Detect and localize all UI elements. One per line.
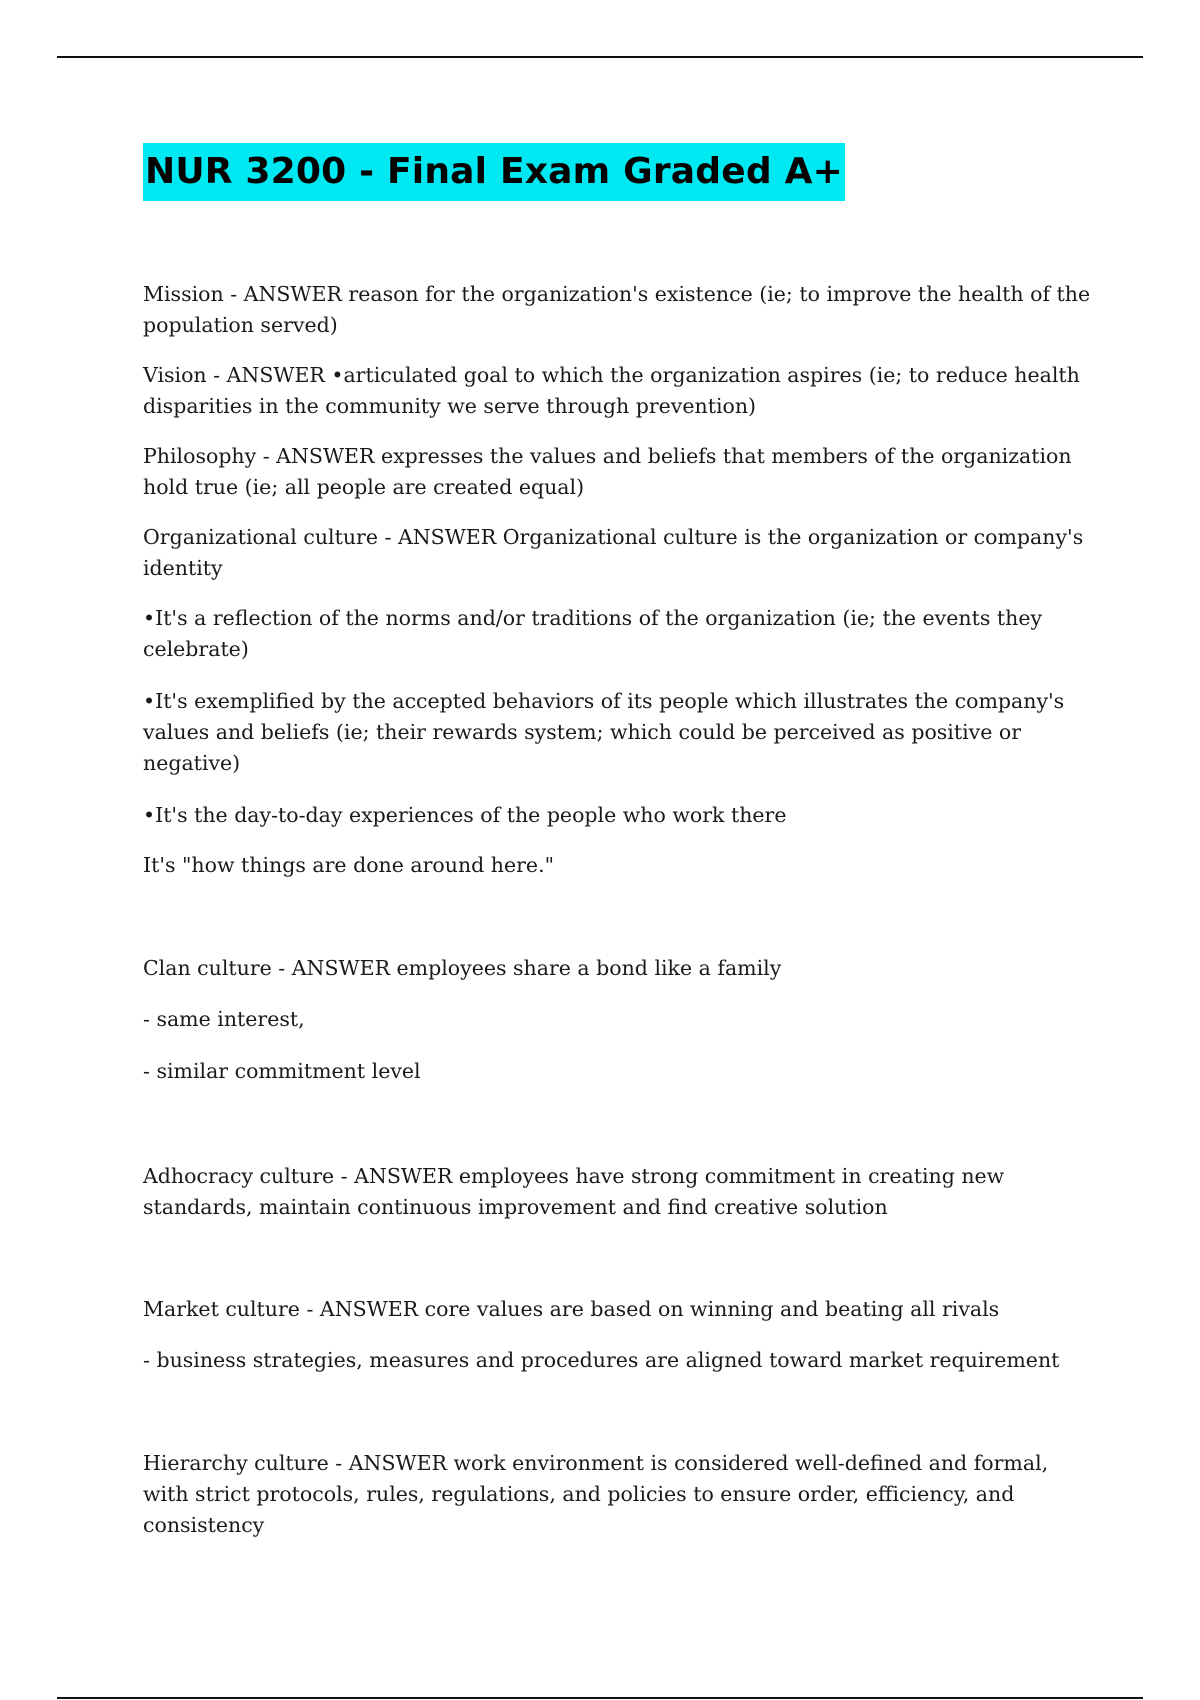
paragraph-bullet-experiences: •It's the day-to-day experiences of the people who work there xyxy=(143,803,787,827)
paragraph-market-culture: Market culture - ANSWER core values are based on winning and beating all rivals xyxy=(143,1297,1000,1321)
paragraph-clan-same-interest: - same interest, xyxy=(143,1007,305,1031)
paragraph-vision: Vision - ANSWER •articulated goal to which the organization aspires (ie; to reduce health disparities in the community we serve through prevention) xyxy=(143,363,1080,418)
paragraph-hierarchy-culture: Hierarchy culture - ANSWER work environment is considered well-defined and formal, with strict protocols, rules, regulations, and policies to ensure order, efficiency, and consistency xyxy=(143,1451,1049,1537)
paragraph-organizational-culture: Organizational culture - ANSWER Organizational culture is the organization or company's identity xyxy=(143,525,1084,580)
paragraph-market-strategies: - business strategies, measures and procedures are aligned toward market requirement xyxy=(143,1348,1060,1372)
footer-rule xyxy=(57,1697,1143,1699)
document-body xyxy=(143,279,1093,1541)
document-title: NUR 3200 - Final Exam Graded A+ xyxy=(143,143,845,201)
paragraph-mission: Mission - ANSWER reason for the organization's existence (ie; to improve the health of the population served) xyxy=(143,282,1091,337)
paragraph-adhocracy-culture: Adhocracy culture - ANSWER employees have strong commitment in creating new standards, maintain continuous improvement and find creative solution xyxy=(143,1164,1005,1219)
title-block xyxy=(143,143,845,201)
paragraph-clan-commitment: - similar commitment level xyxy=(143,1059,421,1083)
paragraph-philosophy: Philosophy - ANSWER expresses the values and beliefs that members of the organization hold true (ie; all people are created equal) xyxy=(143,444,1072,499)
header-rule xyxy=(57,56,1143,58)
paragraph-how-things-done: It's "how things are done around here." xyxy=(143,853,555,877)
paragraph-bullet-norms: •It's a reflection of the norms and/or traditions of the organization (ie; the events they celebrate) xyxy=(143,606,1043,661)
paragraph-bullet-behaviors: •It's exemplified by the accepted behaviors of its people which illustrates the company's values and beliefs (ie; their rewards system; which could be perceived as positive or negative) xyxy=(143,689,1065,775)
paragraph-clan-culture: Clan culture - ANSWER employees share a bond like a family xyxy=(143,956,782,980)
